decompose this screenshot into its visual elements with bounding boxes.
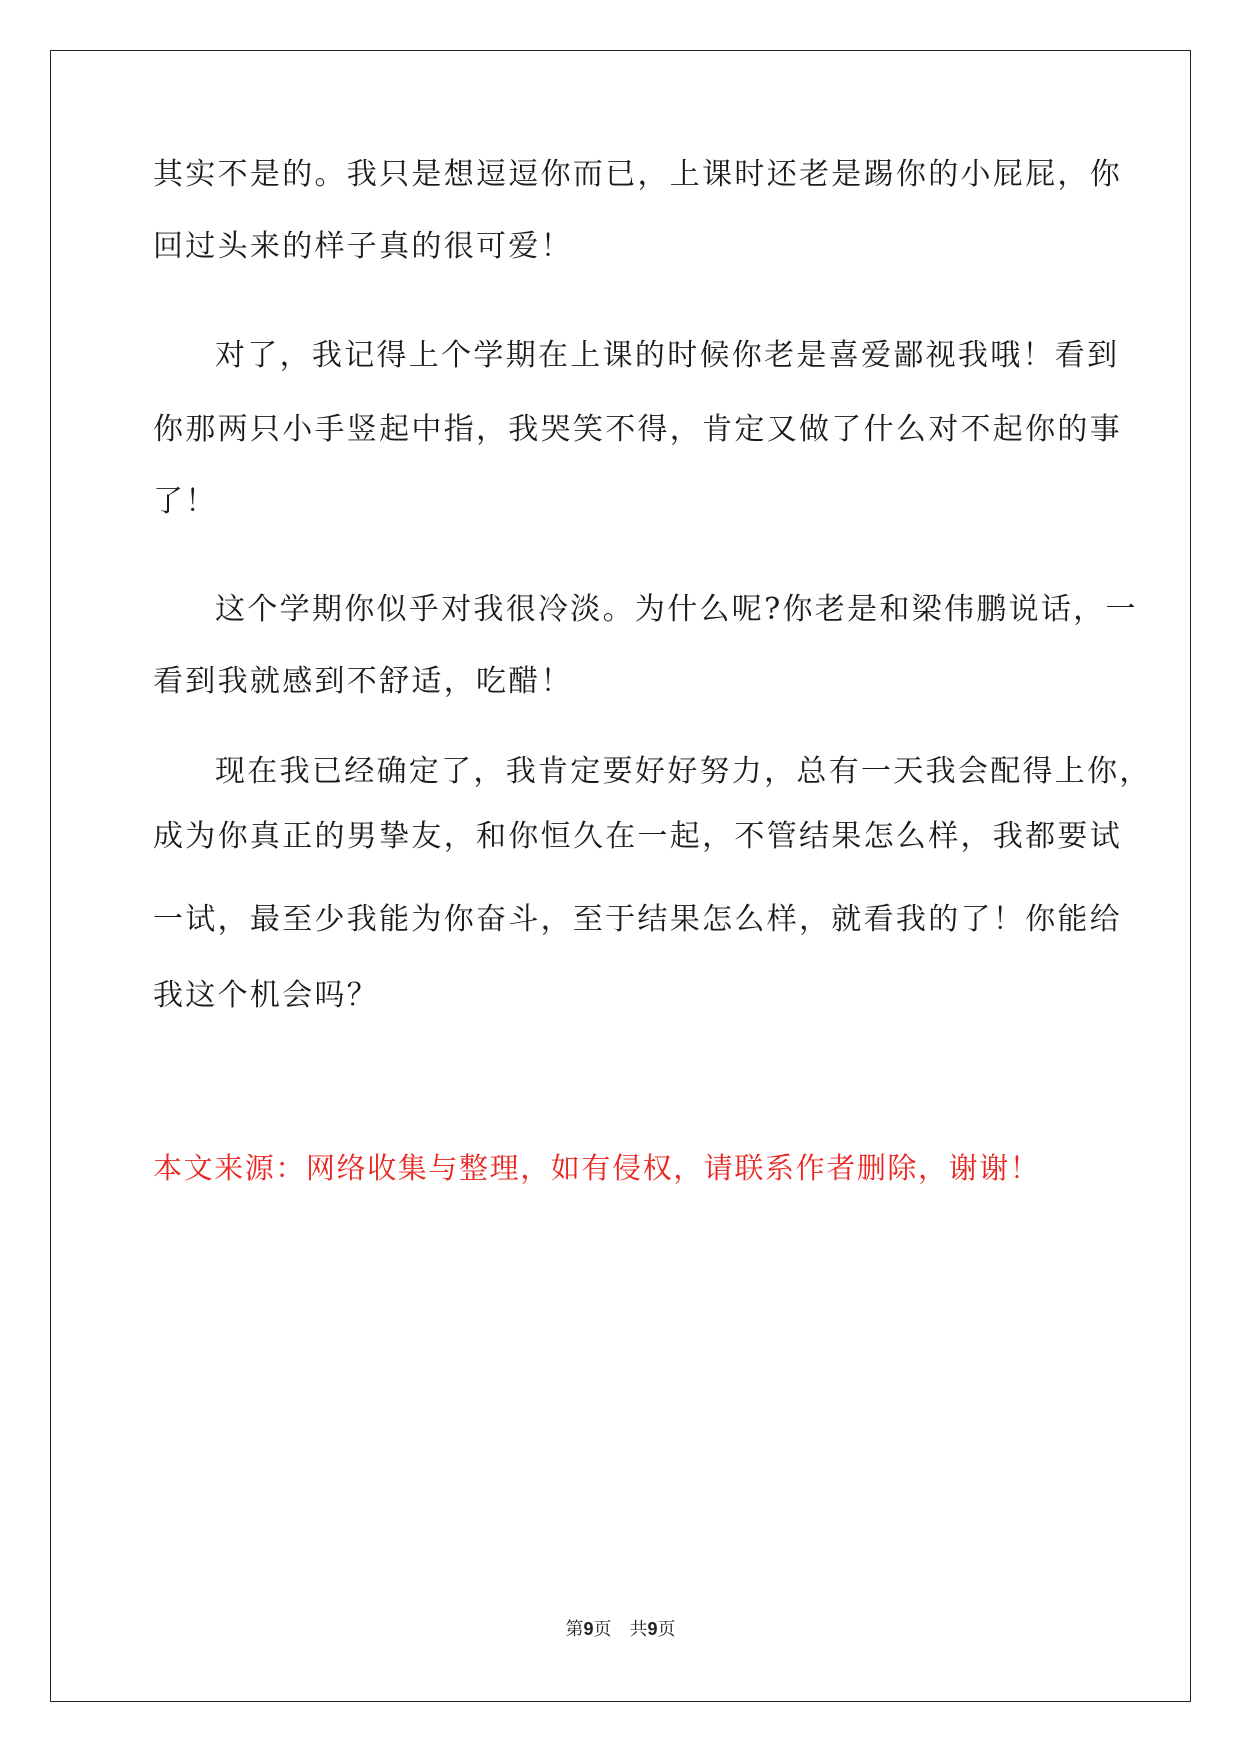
total-suffix: 页 [657, 1619, 676, 1640]
paragraph-start-line: 现在我已经确定了，我肯定要好好努力，总有一天我会配得上你， [215, 754, 1152, 789]
body-line: 一试，最至少我能为你奋斗，至于结果怎么样，就看我的了！你能给 [153, 902, 1122, 937]
paragraph-start-line: 这个学期你似乎对我很冷淡。为什么呢?你老是和梁伟鹏说话，一 [215, 592, 1138, 627]
body-line: 回过头来的样子真的很可爱！ [153, 229, 573, 264]
body-line: 了！ [153, 484, 218, 519]
body-line: 看到我就感到不舒适，吃醋！ [153, 664, 573, 699]
body-line: 你那两只小手竖起中指，我哭笑不得，肯定又做了什么对不起你的事 [153, 412, 1122, 447]
body-line: 其实不是的。我只是想逗逗你而已，上课时还老是踢你的小屁屁，你 [153, 157, 1122, 192]
page-total: 9 [647, 1619, 658, 1639]
source-note: 本文来源：网络收集与整理，如有侵权，请联系作者删除，谢谢！ [153, 1151, 1041, 1185]
page-current: 9 [583, 1619, 594, 1639]
page-footer [0, 1617, 1241, 1642]
page-border [50, 50, 1191, 1702]
total-prefix: 共 [629, 1619, 648, 1640]
page-prefix: 第 [565, 1619, 584, 1640]
body-line: 我这个机会吗？ [153, 978, 380, 1013]
body-line: 成为你真正的男挚友，和你恒久在一起，不管结果怎么样，我都要试 [153, 819, 1122, 854]
page-suffix: 页 [593, 1619, 612, 1640]
paragraph-start-line: 对了，我记得上个学期在上课的时候你老是喜爱鄙视我哦！看到 [215, 338, 1120, 373]
